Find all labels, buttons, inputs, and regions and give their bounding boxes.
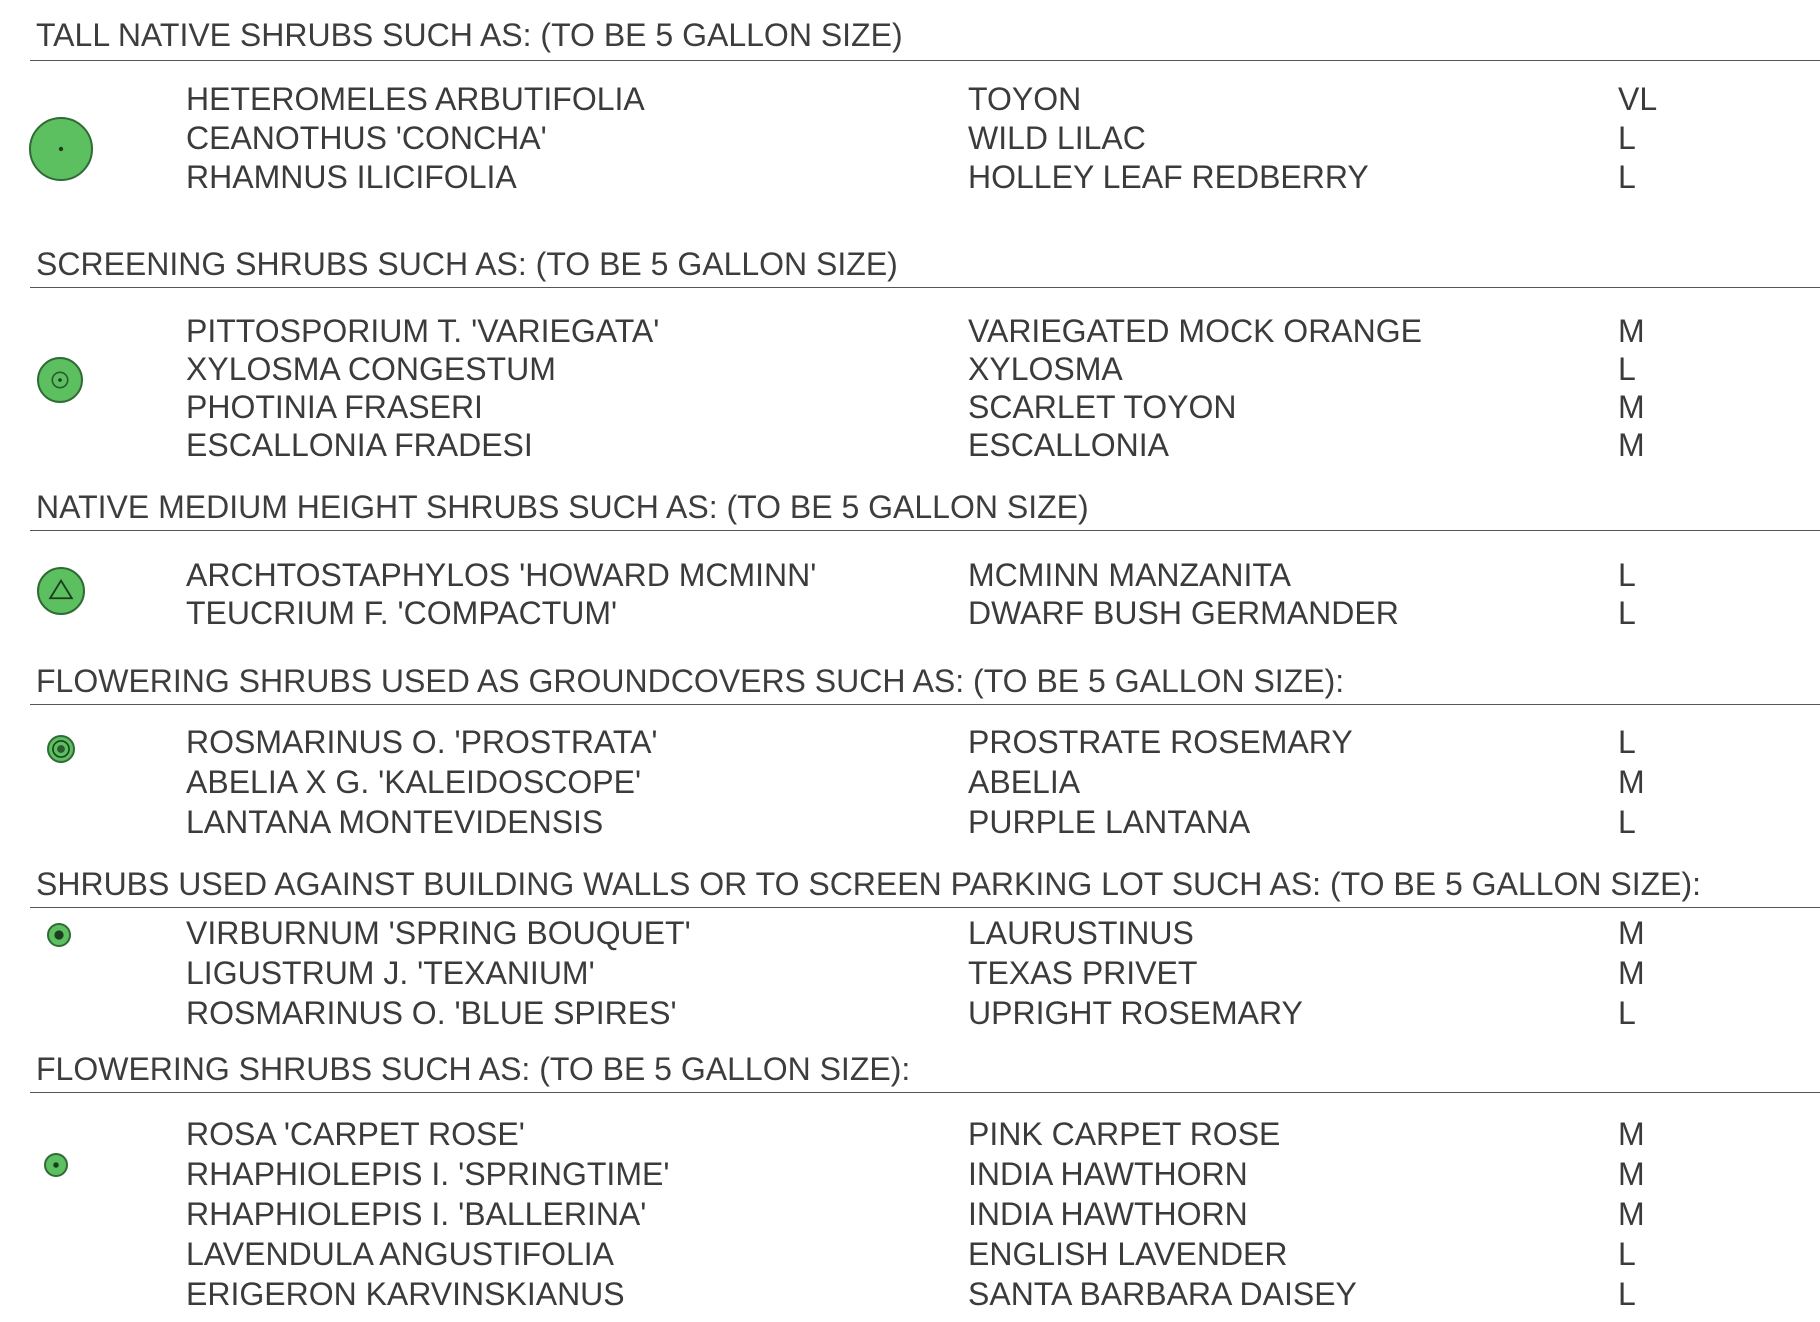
common-name: PROSTRATE ROSEMARY: [968, 724, 1353, 760]
water-use: M: [1618, 1156, 1645, 1192]
common-name: PINK CARPET ROSE: [968, 1116, 1281, 1152]
water-use: L: [1618, 351, 1636, 387]
section-divider: [30, 60, 1820, 61]
water-use: L: [1618, 557, 1636, 593]
section-heading: SCREENING SHRUBS SUCH AS: (TO BE 5 GALLON SIZE): [36, 246, 898, 282]
common-name: SANTA BARBARA DAISEY: [968, 1276, 1357, 1312]
common-name: XYLOSMA: [968, 351, 1123, 387]
plant-row: [0, 594, 1820, 632]
common-name: LAURUSTINUS: [968, 915, 1194, 951]
water-use: L: [1618, 120, 1636, 156]
section-heading: FLOWERING SHRUBS SUCH AS: (TO BE 5 GALLON SIZE):: [36, 1051, 911, 1087]
plant-row: [0, 556, 1820, 594]
common-name: TOYON: [968, 81, 1082, 117]
plant-row: [0, 1195, 1820, 1233]
common-name: ESCALLONIA: [968, 427, 1169, 463]
water-use: M: [1618, 955, 1645, 991]
water-use: L: [1618, 804, 1636, 840]
water-use: L: [1618, 159, 1636, 195]
plant-row: [0, 388, 1820, 426]
section-heading: TALL NATIVE SHRUBS SUCH AS: (TO BE 5 GALLON SIZE): [36, 17, 903, 53]
common-name: WILD LILAC: [968, 120, 1146, 156]
water-use: M: [1618, 313, 1645, 349]
water-use: M: [1618, 915, 1645, 951]
plant-row: [0, 763, 1820, 801]
section-divider: [30, 287, 1820, 288]
water-use: M: [1618, 389, 1645, 425]
water-use: M: [1618, 1196, 1645, 1232]
section-divider: [30, 704, 1820, 705]
plant-row: [0, 1115, 1820, 1153]
plant-row: [0, 80, 1820, 118]
botanical-name: TEUCRIUM F. 'COMPACTUM': [186, 595, 618, 631]
common-name: VARIEGATED MOCK ORANGE: [968, 313, 1422, 349]
botanical-name: ROSMARINUS O. 'BLUE SPIRES': [186, 995, 677, 1031]
section-divider: [30, 530, 1820, 531]
common-name: INDIA HAWTHORN: [968, 1156, 1248, 1192]
water-use: L: [1618, 724, 1636, 760]
plant-row: [0, 312, 1820, 350]
water-use: L: [1618, 1276, 1636, 1312]
botanical-name: ABELIA X G. 'KALEIDOSCOPE': [186, 764, 642, 800]
plant-row: [0, 1235, 1820, 1273]
common-name: ABELIA: [968, 764, 1081, 800]
botanical-name: ERIGERON KARVINSKIANUS: [186, 1276, 625, 1312]
common-name: INDIA HAWTHORN: [968, 1196, 1248, 1232]
plant-row: [0, 1155, 1820, 1193]
botanical-name: CEANOTHUS 'CONCHA': [186, 120, 547, 156]
common-name: HOLLEY LEAF REDBERRY: [968, 159, 1369, 195]
botanical-name: RHAPHIOLEPIS I. 'SPRINGTIME': [186, 1156, 670, 1192]
common-name: UPRIGHT ROSEMARY: [968, 995, 1303, 1031]
botanical-name: LAVENDULA ANGUSTIFOLIA: [186, 1236, 614, 1272]
plant-row: [0, 994, 1820, 1032]
botanical-name: LANTANA MONTEVIDENSIS: [186, 804, 604, 840]
botanical-name: XYLOSMA CONGESTUM: [186, 351, 556, 387]
section-heading: NATIVE MEDIUM HEIGHT SHRUBS SUCH AS: (TO BE 5 GALLON SIZE): [36, 489, 1089, 525]
botanical-name: HETEROMELES ARBUTIFOLIA: [186, 81, 645, 117]
common-name: PURPLE LANTANA: [968, 804, 1251, 840]
water-use: M: [1618, 1116, 1645, 1152]
section-divider: [30, 1092, 1820, 1093]
botanical-name: PHOTINIA FRASERI: [186, 389, 483, 425]
section-divider: [30, 907, 1820, 908]
botanical-name: ROSA 'CARPET ROSE': [186, 1116, 525, 1152]
water-use: M: [1618, 427, 1645, 463]
botanical-name: VIRBURNUM 'SPRING BOUQUET': [186, 915, 691, 951]
plant-row: [0, 954, 1820, 992]
plant-row: [0, 1275, 1820, 1313]
plant-row: [0, 426, 1820, 464]
botanical-name: ESCALLONIA FRADESI: [186, 427, 533, 463]
water-use: L: [1618, 595, 1636, 631]
water-use: L: [1618, 1236, 1636, 1272]
section-heading: SHRUBS USED AGAINST BUILDING WALLS OR TO SCREEN PARKING LOT SUCH AS: (TO BE 5 GALLON SIZE):: [36, 866, 1702, 902]
water-use: L: [1618, 995, 1636, 1031]
plant-row: [0, 803, 1820, 841]
plant-row: [0, 723, 1820, 761]
section-heading: FLOWERING SHRUBS USED AS GROUNDCOVERS SUCH AS: (TO BE 5 GALLON SIZE):: [36, 663, 1345, 699]
common-name: TEXAS PRIVET: [968, 955, 1198, 991]
plant-row: [0, 119, 1820, 157]
plant-row: [0, 350, 1820, 388]
botanical-name: RHAMNUS ILICIFOLIA: [186, 159, 517, 195]
water-use: M: [1618, 764, 1645, 800]
common-name: ENGLISH LAVENDER: [968, 1236, 1288, 1272]
botanical-name: ARCHTOSTAPHYLOS 'HOWARD MCMINN': [186, 557, 817, 593]
plant-row: [0, 914, 1820, 952]
common-name: MCMINN MANZANITA: [968, 557, 1291, 593]
common-name: SCARLET TOYON: [968, 389, 1237, 425]
plant-row: [0, 158, 1820, 196]
botanical-name: ROSMARINUS O. 'PROSTRATA': [186, 724, 658, 760]
botanical-name: LIGUSTRUM J. 'TEXANIUM': [186, 955, 595, 991]
botanical-name: RHAPHIOLEPIS I. 'BALLERINA': [186, 1196, 647, 1232]
common-name: DWARF BUSH GERMANDER: [968, 595, 1399, 631]
botanical-name: PITTOSPORIUM T. 'VARIEGATA': [186, 313, 660, 349]
water-use: VL: [1618, 81, 1658, 117]
